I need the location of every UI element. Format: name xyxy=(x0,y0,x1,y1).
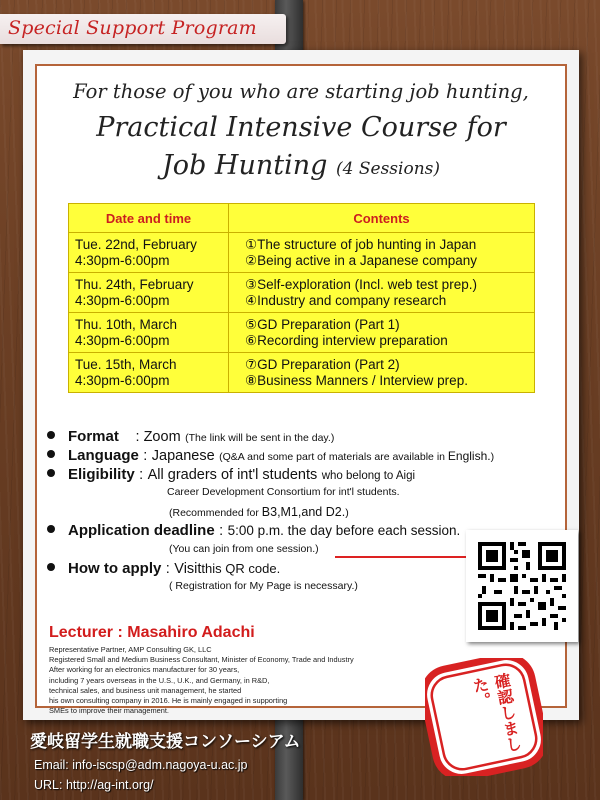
deadline-note: (You can join from one session.) xyxy=(169,543,319,555)
qr-code-icon[interactable] xyxy=(466,530,578,642)
special-support-banner xyxy=(0,14,286,44)
detail-format: Format : Zoom (The link will be sent in the day.) xyxy=(47,428,334,446)
session-date: Thu. 10th, March 4:30pm-6:00pm xyxy=(69,313,229,353)
schedule-table xyxy=(68,203,535,393)
header-contents: Contents xyxy=(229,204,535,233)
arrow-to-qr-icon xyxy=(335,556,485,558)
sessions-count: (4 Sessions) xyxy=(336,159,440,179)
lecturer-heading: Lecturer : Masahiro Adachi xyxy=(49,624,255,641)
bio-line: Representative Partner, AMP Consulting GK, LLC xyxy=(49,645,212,654)
bio-line: SMEs to improve their management. xyxy=(49,706,169,716)
detail-eligibility: Eligibility : All graders of int'l students who belong to Aigi xyxy=(47,466,415,484)
confirmed-stamp xyxy=(425,658,543,776)
detail-language: Language : Japanese (Q&A and some part of materials are available in English.) xyxy=(47,447,494,465)
bio-line: including 7 years overseas in the U.S., U.K., and Germany, in R&D, xyxy=(49,675,270,685)
session-date: Tue. 22nd, February 4:30pm-6:00pm xyxy=(69,233,229,273)
bullet-icon xyxy=(47,469,55,477)
table-row xyxy=(69,233,535,273)
session-contents: ①The structure of job hunting in Japan ②Being active in a Japanese company xyxy=(229,233,535,273)
session-contents: ⑦GD Preparation (Part 2) ⑧Business Manners / Interview prep. xyxy=(229,353,535,393)
contact-url[interactable]: URL: http://ag-int.org/ xyxy=(34,778,154,792)
detail-deadline: Application deadline : 5:00 p.m. the day before each session. xyxy=(47,522,460,540)
schedule-header-row xyxy=(69,204,535,233)
lecturer-bio xyxy=(49,645,449,716)
detail-how-to-apply: How to apply : Visitthis QR code. xyxy=(47,560,280,578)
course-title-line2 xyxy=(23,150,579,181)
table-row xyxy=(69,353,535,393)
banner-label: Special Support Program xyxy=(8,17,257,39)
bullet-icon xyxy=(47,525,55,533)
session-contents: ⑤GD Preparation (Part 1) ⑥Recording interview preparation xyxy=(229,313,535,353)
bio-line: his own consulting company in 2016. He is mainly engaged in supporting xyxy=(49,696,288,706)
stamp-text: 確認しました。 xyxy=(469,671,524,754)
eligibility-line2: Career Development Consortium for int'l students. xyxy=(167,486,400,498)
bullet-icon xyxy=(47,431,55,439)
header-date: Date and time xyxy=(69,204,229,233)
bullet-icon xyxy=(47,563,55,571)
subtitle-line: For those of you who are starting job hunting, xyxy=(73,80,529,103)
bio-line: technical sales, and business unit management, he started xyxy=(49,685,242,695)
bullet-icon xyxy=(47,450,55,458)
session-contents: ③Self-exploration (Incl. web test prep.) ④Industry and company research xyxy=(229,273,535,313)
session-date: Thu. 24th, February 4:30pm-6:00pm xyxy=(69,273,229,313)
bio-line: Registered Small and Medium Business Consultant, Minister of Economy, Trade and Industry xyxy=(49,655,354,665)
consortium-name: 愛岐留学生就職支援コンソーシアム xyxy=(30,732,301,752)
bio-line: After working for an electronics manufacturer for 30 years, xyxy=(49,665,240,675)
table-row xyxy=(69,313,535,353)
qr-code-graphic xyxy=(466,530,578,642)
eligibility-line3: (Recommended for B3,M1,and D2.) xyxy=(169,505,349,519)
session-date: Tue. 15th, March 4:30pm-6:00pm xyxy=(69,353,229,393)
contact-email[interactable]: Email: info-iscsp@adm.nagoya-u.ac.jp xyxy=(34,758,248,772)
course-title-main: Job Hunting xyxy=(161,150,328,181)
apply-note: ( Registration for My Page is necessary.) xyxy=(169,580,358,592)
course-title: Practical Intensive Course for xyxy=(96,112,506,143)
table-row xyxy=(69,273,535,313)
